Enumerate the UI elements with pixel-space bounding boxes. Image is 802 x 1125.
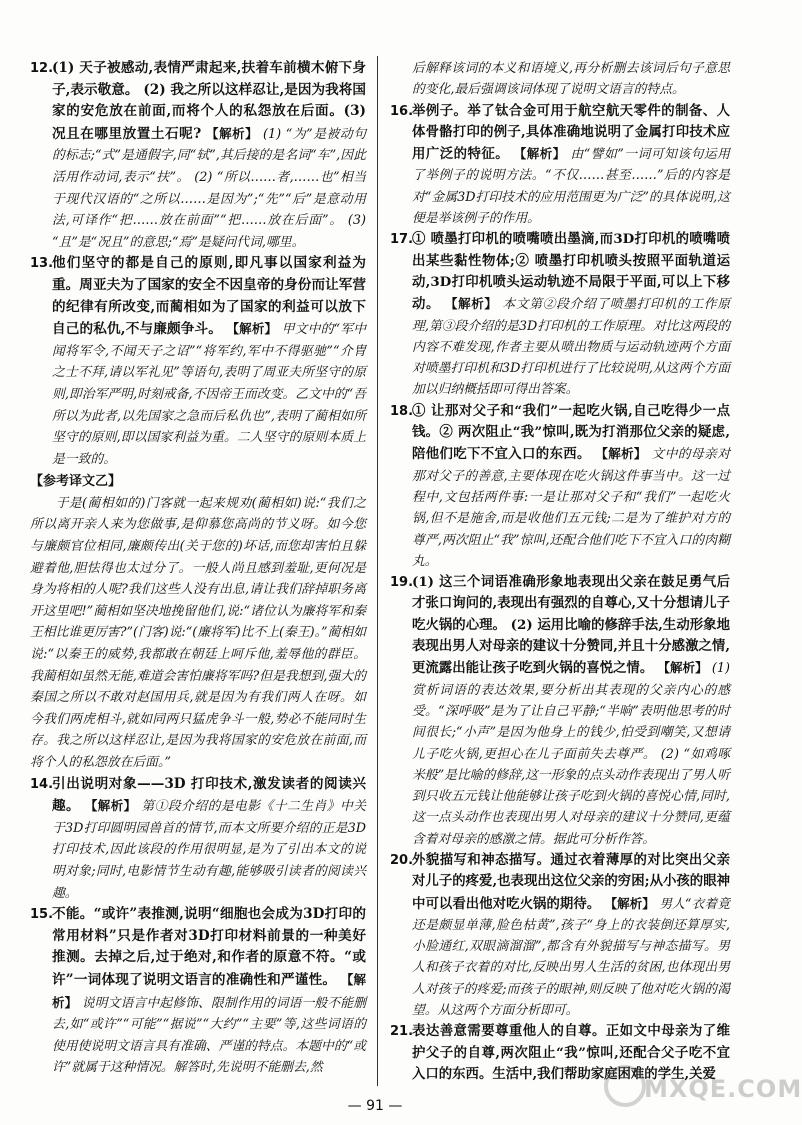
answer-text: 表达善意需要尊重他人的自尊。正如文中母亲为了维护父子的自尊,两次阻止“我”惊叫,还配合父子吃不宜入口的东西。生活中,我们帮助家庭困难的学生,关爱 (412, 1023, 730, 1082)
answer-text: ① 喷墨打印机的喷嘴喷出墨滴,而3D打印机的喷嘴喷出某些黏性物体;② 喷墨打印机喷头按照平面轨道运动,3D打印机喷头运动轨迹不局限于平面,可以上下移动。 (412, 231, 730, 313)
analysis-tag: 【解析】 (513, 146, 566, 162)
analysis-text: 甲文中的“军中闻将军令,不闻天子之诏”“将军约,军中不得驱驰”“介胄之士不拜,请以军礼见”等语句,表明了周亚夫所坚守的原则,即治军严明,时刻戒备,不因帝王而改变。乙文中的“吾所以为此者,以先国家之急而后私仇也”,表明了蔺相如所坚守的原则,即以国家利益为重。二人坚守的原则本质上是一致的。 (52, 322, 367, 467)
answer-item-20 (390, 850, 730, 1021)
answer-text: ① 让那对父子和“我们”一起吃火锅,自己吃得少一点钱。② 两次阻止“我”惊叫,既为打消那位父亲的疑虑,陪他们吃下不宜入口的东西。 (412, 402, 730, 463)
watermark-circle-icon (604, 1065, 646, 1107)
answer-text: 不能。“或许”表推测,说明“细胞也会成为3D打印的常用材料”只是作者对3D打印材料前景的一种美好推测。去掉之后,过于绝对,和作者的原意不符。“或许”一词体现了说明文语言的准确性和严谨性。 (52, 906, 366, 988)
left-column (30, 58, 366, 1079)
analysis-text: (1) 赏析词语的表达效果,要分析出其表现的父亲内心的感受。“深呼吸”是为了让自己平静;“半晌”表明他思考的时间很长;“小声”是因为他身上的钱少,怕受到嘲笑,又想请儿子吃火锅,更担心在儿子面前失去尊严。 (2) “如鸡啄米般”是比喻的修辞,这一形象的点头动作表现出了男人听到只收五元钱让他能够让孩子吃到火锅的喜悦心情,同时,这一点头动作也表现出男人对母亲的建议十分赞同,更蕴含着对母亲的感激之情。据此可分析作答。 (412, 661, 731, 847)
answer-item-17 (390, 229, 730, 400)
analysis-tag: 【解析】 (52, 971, 366, 1010)
answer-item-19 (390, 572, 730, 850)
analysis-tag: 【解析】 (84, 798, 137, 814)
answer-item-13 (30, 253, 366, 470)
answer-item-15 (30, 904, 366, 1079)
answer-item-12 (30, 58, 366, 253)
reference-translation-title: 【参考译文乙】 (30, 474, 122, 490)
answer-text: 引出说明对象——3D 打印技术,激发读者的阅读兴趣。 (52, 775, 366, 815)
question-number: 13. (30, 256, 54, 272)
question-number: 15. (30, 907, 54, 923)
right-column (390, 58, 730, 1085)
analysis-tag: 【解析】 (444, 296, 498, 312)
question-number: 14. (30, 776, 54, 792)
analysis-tag: 【解析】 (657, 660, 708, 676)
answer-item-18 (390, 401, 730, 572)
answer-text: (1) 天子被感动,表情严肃起来,扶着车前横木俯下身子,表示敬意。 (2) 我之所以这样忍让,是因为我将国家的安危放在前面,而将个人的私怨放在后面。(3) 况且在哪里放置土石呢? (52, 60, 366, 142)
analysis-tag: 【解析】 (226, 321, 278, 337)
answer-text: 他们坚守的都是自己的原则,即凡事以国家利益为重。周亚夫为了国家的安全不因皇帝的身份而让军营的纪律有所改变,而蔺相如为了国家的利益可以放下自己的私仇,不与廉颇争斗。 (52, 255, 366, 338)
question-number: 19. (390, 575, 414, 591)
analysis-tag: 【解析】 (206, 125, 259, 141)
answer-text: (1) 这三个词语准确形象地表现出父亲在鼓足勇气后才张口询问的,表现出有强烈的自尊心,又十分想请儿子吃火锅的心理。 (2) 运用比喻的修辞手法,生动形象地表现出男人对母亲的建议十分赞同,并且十分感激之情,更流露出能让孩子吃到火锅的喜悦之情。 (412, 574, 730, 677)
analysis-text: 由“譬如”一词可知该句运用了举例子的说明方法。“不仅……甚至……”后的内容是对“金属3D打印技术的应用范围更为广泛”的具体说明,这便是举该例子的作用。 (412, 147, 730, 227)
question-number: 21. (390, 1024, 414, 1040)
analysis-text: 后解释该词的本义和语境义,再分析删去该词后句子意思的变化,最后强调该词体现了说明文语言的特点。 (412, 61, 730, 98)
page-number: — 91 — (347, 1098, 403, 1114)
answer-item-14 (30, 774, 366, 905)
analysis-tag: 【解析】 (595, 446, 647, 462)
column-divider (377, 56, 378, 1086)
analysis-text: 本文第②段介绍了喷墨打印机的工作原理,第③段介绍的是3D打印机的工作原理。对比这两段的内容不难发现,作者主要从喷出物质与运动轨迹两个方面对喷墨打印机和3D打印机进行了比较说明,从这两个方面加以归纳概括即可得出答案。 (412, 297, 730, 398)
analysis-text: 男人“衣着竟还是颇显单薄,脸色枯黄”,孩子“身上的衣装倒还算厚实,小脸通红,双眼滴溜溜”,都含有外貌描写与神态描写。男人和孩子衣着的对比,反映出男人生活的贫困,也体现出男人对孩子的疼爱;而孩子的眼神,则反映了他对吃火锅的渴望。从这两个方面分析即可。 (412, 896, 731, 1019)
answer-text: 外貌描写和神态描写。通过衣着薄厚的对比突出父亲对儿子的疼爱,也表现出这位父亲的穷困;从小孩的眼神中可以看出他对吃火锅的期待。 (412, 851, 730, 912)
watermark-text: MXQE.COM (644, 1075, 802, 1103)
analysis-text: (1) “为”是被动句的标志;“式”是通假字,同“轼”,其后接的是名词“车”,因此活用作动词,表示“扶”。 (2) “所以……者,……也”相当于现代汉语的“之所以……是因为”;“先”“后”是意动用法,可译作“把……放在前面”“把……放在后面”。 (3) “且”是“况且”的意思;“焉”是疑问代词,哪里。 (52, 126, 366, 250)
analysis-text: 说明文语言中起修饰、限制作用的词语一般不能删去,如“或许”“可能”“据说”“大约”“主要”等,这些词语的使用使说明文语言具有准确、严谨的特点。本题中的“或许”就属于这种情况。解答时,先说明不能删去,然 (52, 995, 366, 1076)
analysis-text: 文中的母亲对那对父子的善意,主要体现在吃火锅这件事当中。这一过程中,文包括两件事:一是让那对父子和“我们”一起吃火锅,但不是施舍,而是收他们五元钱;二是为了维护对方的尊严,两次阻止“我”惊叫,还配合他们吃下不宜入口的肉糊丸。 (412, 447, 730, 569)
analysis-tag: 【解析】 (604, 895, 655, 911)
question-number: 17. (390, 232, 414, 248)
watermark-logo (604, 1057, 802, 1109)
question-number: 20. (390, 852, 414, 868)
question-number: 16. (390, 103, 414, 119)
question-number: 12. (30, 61, 54, 76)
question-number: 18. (390, 403, 414, 419)
reference-translation-text: 于是(蔺相如的)门客就一起来规劝(蔺相如)说:“我们之所以离开亲人来为您做事,是仰慕您高尚的节义呀。如今您与廉颇官位相同,廉颇传出(关于您的)坏话,而您却害怕且躲避着他,胆怯得也太过分了。一般人尚且感到羞耻,更何况是身为将相的人呢?我们这些人没有出息,请让我们辞掉职务离开这里吧!”蔺相如坚决地挽留他们,说:“诸位认为廉将军和秦王相比谁更厉害?”(门客)说:“(廉将军)比不上(秦王)。”蔺相如说:“以秦王的威势,我都敢在朝廷上呵斥他,羞辱他的群臣。我蔺相如虽然无能,难道会害怕廉将军吗?但是我想到,强大的秦国之所以不敢对赵国用兵,就是因为有我们两人在呀。如今我们两虎相斗,就如同两只猛虎争斗一般,势必不能同时生存。我之所以这样忍让,是因为我将国家的安危放在前面,而将个人的私怨放在后面。” (30, 495, 366, 770)
answer-text: 举例子。举了钛合金可用于航空航天零件的制备、人体骨骼打印的例子,具体准确地说明了金属打印技术应用广泛的特征。 (412, 102, 730, 163)
answer-item-16 (390, 101, 730, 230)
analysis-text: 第①段介绍的是电影《十二生肖》中关于3D打印圆明园兽首的情节,而本文所要介绍的正是3D打印技术,因此该段的作用很明显,是为了引出本文的说明对象;同时,电影情节生动有趣,能够吸引读者的阅读兴趣。 (52, 799, 366, 901)
answer-item-15-continued (390, 58, 730, 101)
